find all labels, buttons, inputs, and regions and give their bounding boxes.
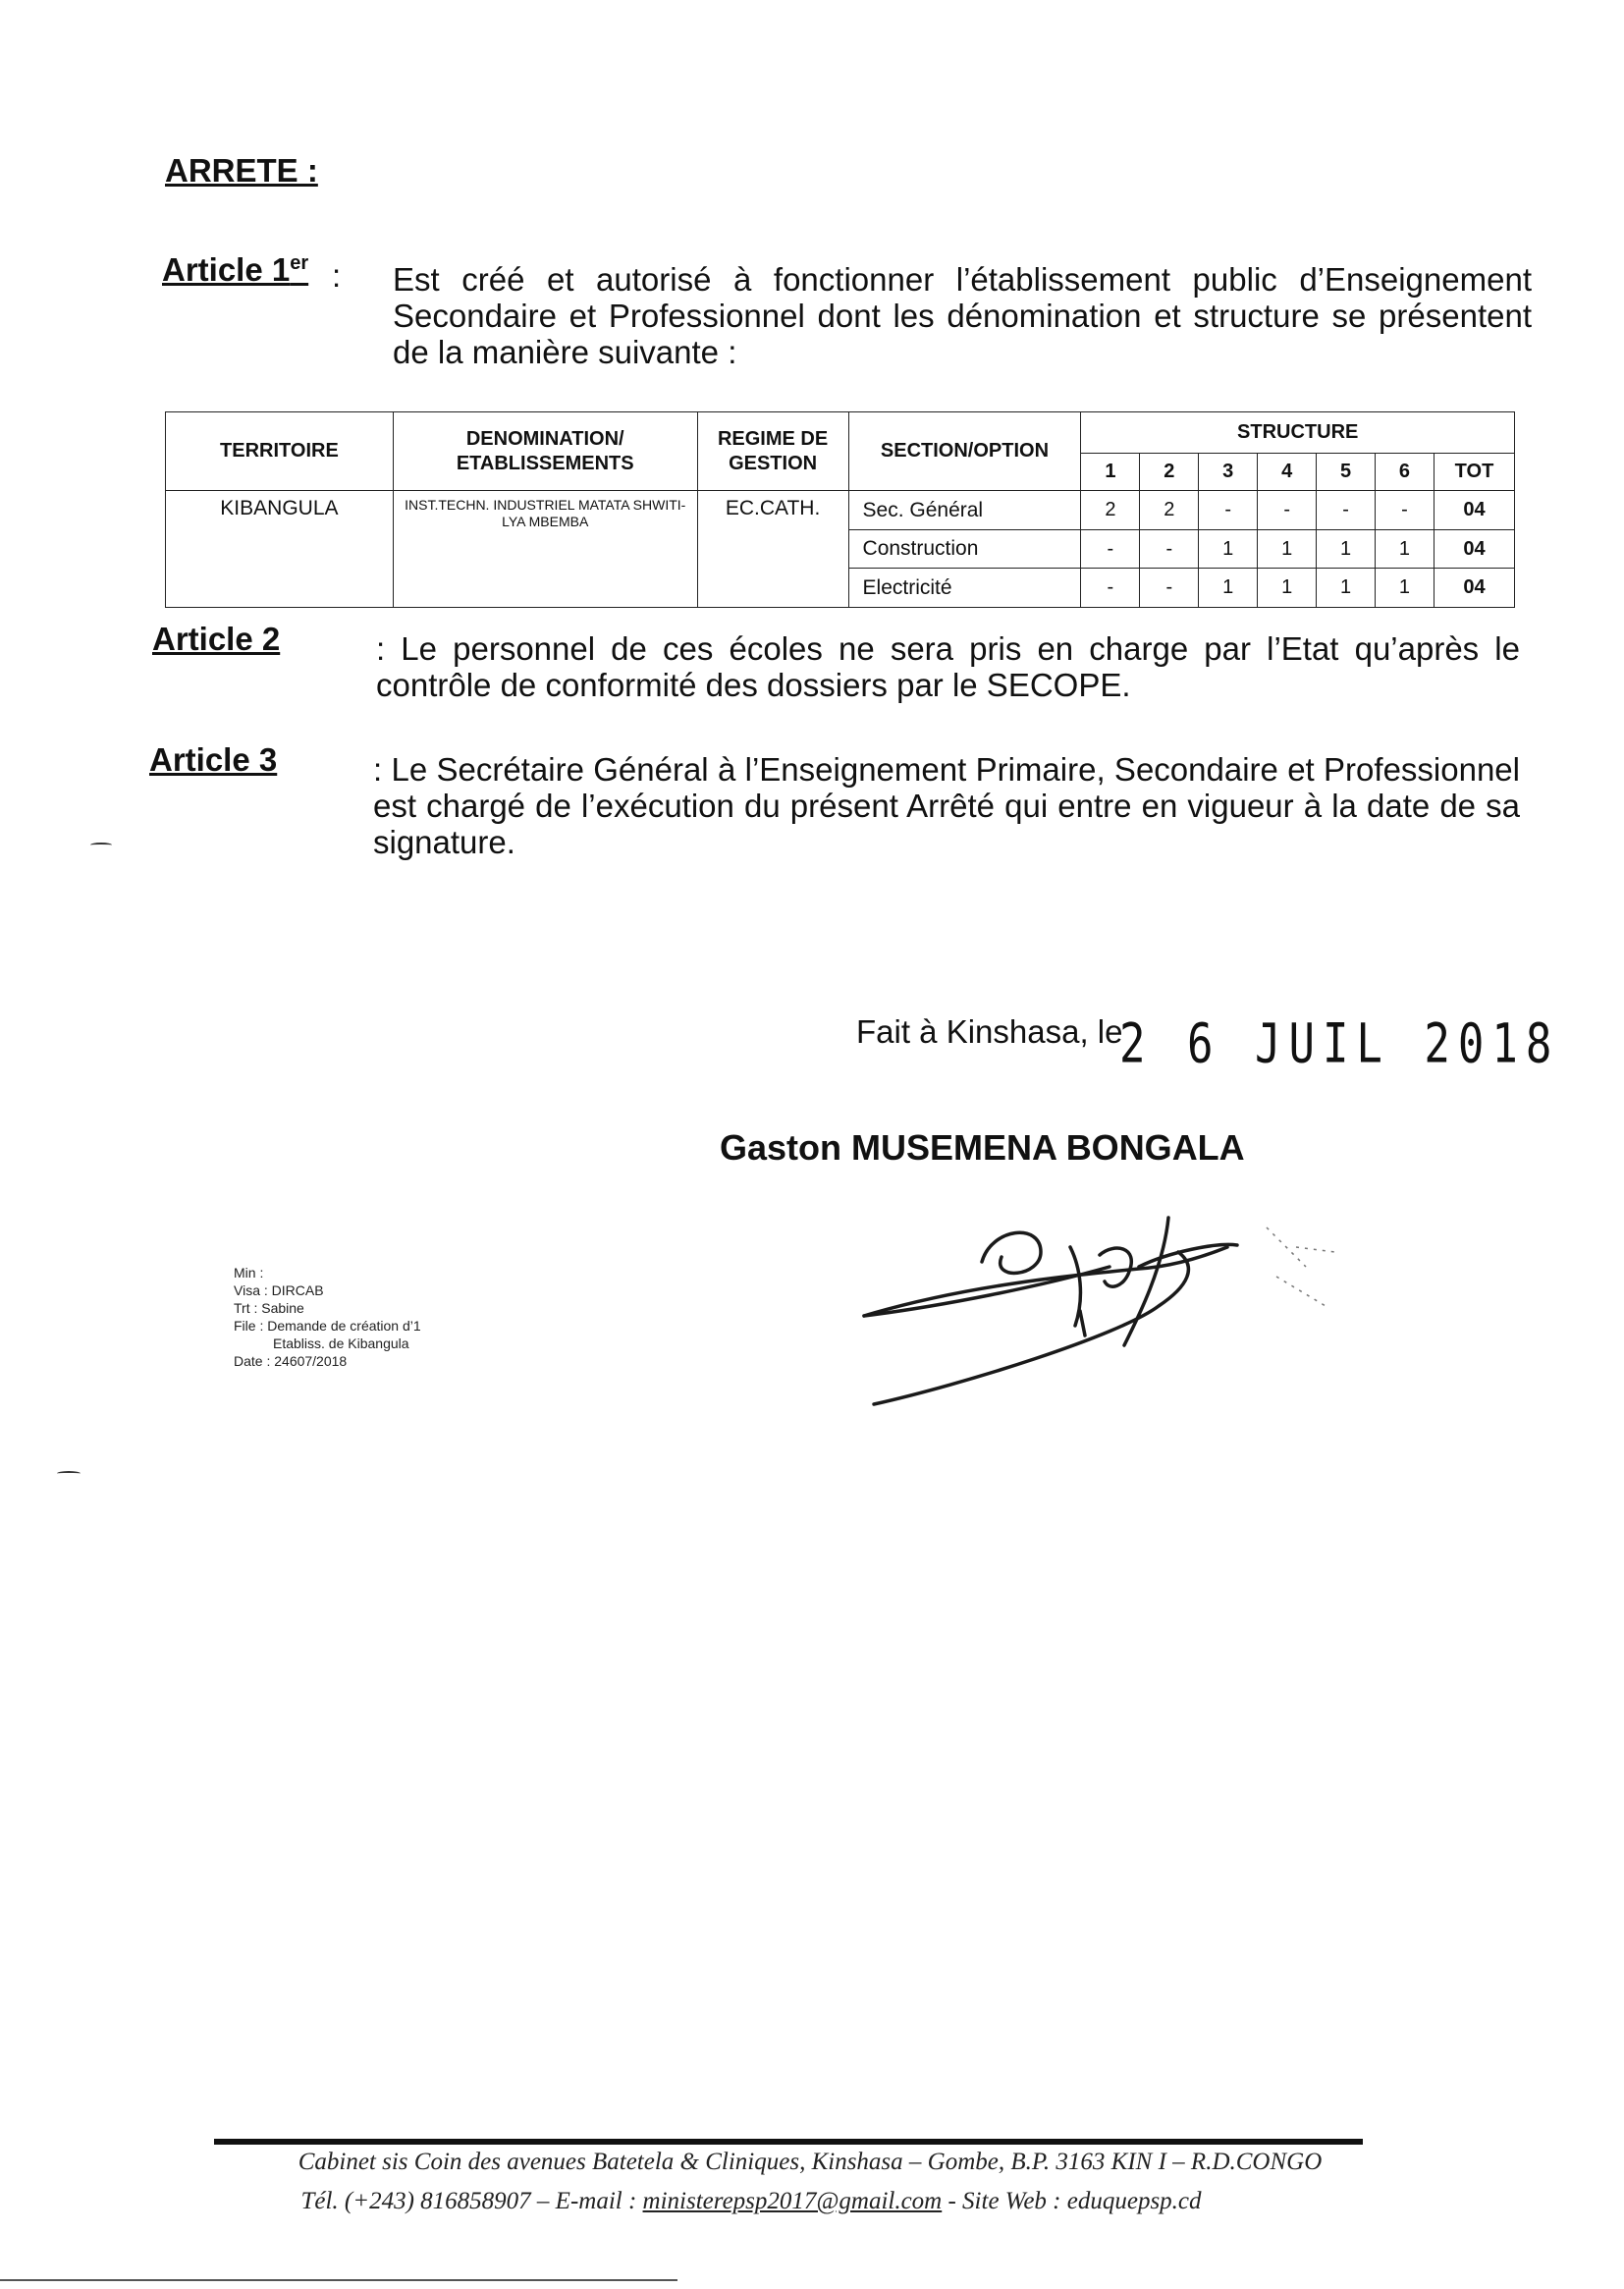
memo-trt: Trt : Sabine (234, 1300, 304, 1316)
cell-denomination: INST.TECHN. INDUSTRIEL MATATA SHWITI-LYA MBEMBA (393, 491, 697, 608)
signatory-name: Gaston MUSEMENA BONGALA (720, 1127, 1245, 1168)
cell-total: 04 (1434, 569, 1514, 608)
cell-value: 1 (1258, 529, 1317, 569)
cell-value: 1 (1317, 569, 1376, 608)
article-3-label: Article 3 (149, 741, 278, 778)
header-col-6: 6 (1376, 453, 1435, 490)
memo-date: Date : 24607/2018 (234, 1353, 348, 1369)
page-edge-line (0, 2279, 677, 2281)
cell-value: 1 (1199, 569, 1258, 608)
cell-value: 1 (1317, 529, 1376, 569)
header-col-tot: TOT (1434, 453, 1514, 490)
header-regime: REGIME DE GESTION (697, 412, 848, 491)
page-title: ARRETE : (165, 152, 318, 189)
cell-value: - (1317, 491, 1376, 530)
cell-value: 1 (1258, 569, 1317, 608)
header-col-2: 2 (1140, 453, 1199, 490)
signature (844, 1208, 1355, 1434)
header-section: SECTION/OPTION (848, 412, 1081, 491)
cell-regime: EC.CATH. (697, 491, 848, 608)
header-col-4: 4 (1258, 453, 1317, 490)
footer-rule (214, 2139, 1363, 2145)
footer-website: - Site Web : eduquepsp.cd (947, 2188, 1202, 2214)
article-2-text: : Le personnel de ces écoles ne sera pris en charge par l’Etat qu’après le contrôle de conformité des dossiers par le SECOPE. (376, 630, 1520, 703)
cell-value: 1 (1376, 569, 1435, 608)
cell-value: 1 (1199, 529, 1258, 569)
cell-total: 04 (1434, 491, 1514, 530)
cell-section: Electricité (848, 569, 1081, 608)
margin-mark (57, 1471, 81, 1476)
memo-block (234, 1264, 421, 1370)
header-col-5: 5 (1317, 453, 1376, 490)
cell-value: - (1081, 569, 1140, 608)
cell-value: - (1199, 491, 1258, 530)
header-col-1: 1 (1081, 453, 1140, 490)
memo-file: File : Demande de création d’1 (234, 1318, 421, 1334)
cell-section: Sec. Général (848, 491, 1081, 530)
place-date-label: Fait à Kinshasa, le (856, 1013, 1123, 1050)
article-1-superscript: er (290, 252, 309, 274)
cell-value: - (1081, 529, 1140, 569)
cell-value: 2 (1140, 491, 1199, 530)
article-3-text: : Le Secrétaire Général à l’Enseignement Primaire, Secondaire et Professionnel est chargé de l’exécution du présent Arrêté qui entre en vigueur à la date de sa signature. (373, 751, 1520, 860)
cell-value: 1 (1376, 529, 1435, 569)
cell-value: - (1258, 491, 1317, 530)
header-denomination: DENOMINATION/ ETABLISSEMENTS (393, 412, 697, 491)
footer-contact (137, 2188, 1365, 2215)
date-stamp: 2 6 JUIL 2018 (1119, 1012, 1560, 1076)
memo-min: Min : (234, 1265, 264, 1281)
article-1-label (162, 251, 308, 289)
header-structure: STRUCTURE (1081, 412, 1515, 454)
cell-territoire: KIBANGULA (166, 491, 394, 608)
footer-address: Cabinet sis Coin des avenues Batetela & Cliniques, Kinshasa – Gombe, B.P. 3163 KIN I – R.D.CONGO (298, 2149, 1323, 2175)
structure-table (165, 411, 1515, 608)
margin-mark (90, 843, 112, 847)
memo-file-continued: Etabliss. de Kibangula (273, 1335, 409, 1351)
header-territoire: TERRITOIRE (166, 412, 394, 491)
footer-phone: Tél. (+243) 816858907 – E-mail : (300, 2188, 637, 2214)
article-1-text: Est créé et autorisé à fonctionner l’établissement public d’Enseignement Secondaire et Professionnel dont les dénomination et structure se présentent de la manière suivante : (393, 261, 1532, 370)
cell-value: 2 (1081, 491, 1140, 530)
cell-value: - (1140, 569, 1199, 608)
article-2-label: Article 2 (152, 621, 281, 657)
header-col-3: 3 (1199, 453, 1258, 490)
cell-section: Construction (848, 529, 1081, 569)
memo-visa: Visa : DIRCAB (234, 1282, 324, 1298)
cell-value: - (1140, 529, 1199, 569)
cell-value: - (1376, 491, 1435, 530)
cell-total: 04 (1434, 529, 1514, 569)
article-1-colon: : (332, 257, 342, 294)
footer-email-link[interactable]: ministerepsp2017@gmail.com (642, 2188, 943, 2214)
article-1-label-text: Article 1 (162, 251, 291, 288)
